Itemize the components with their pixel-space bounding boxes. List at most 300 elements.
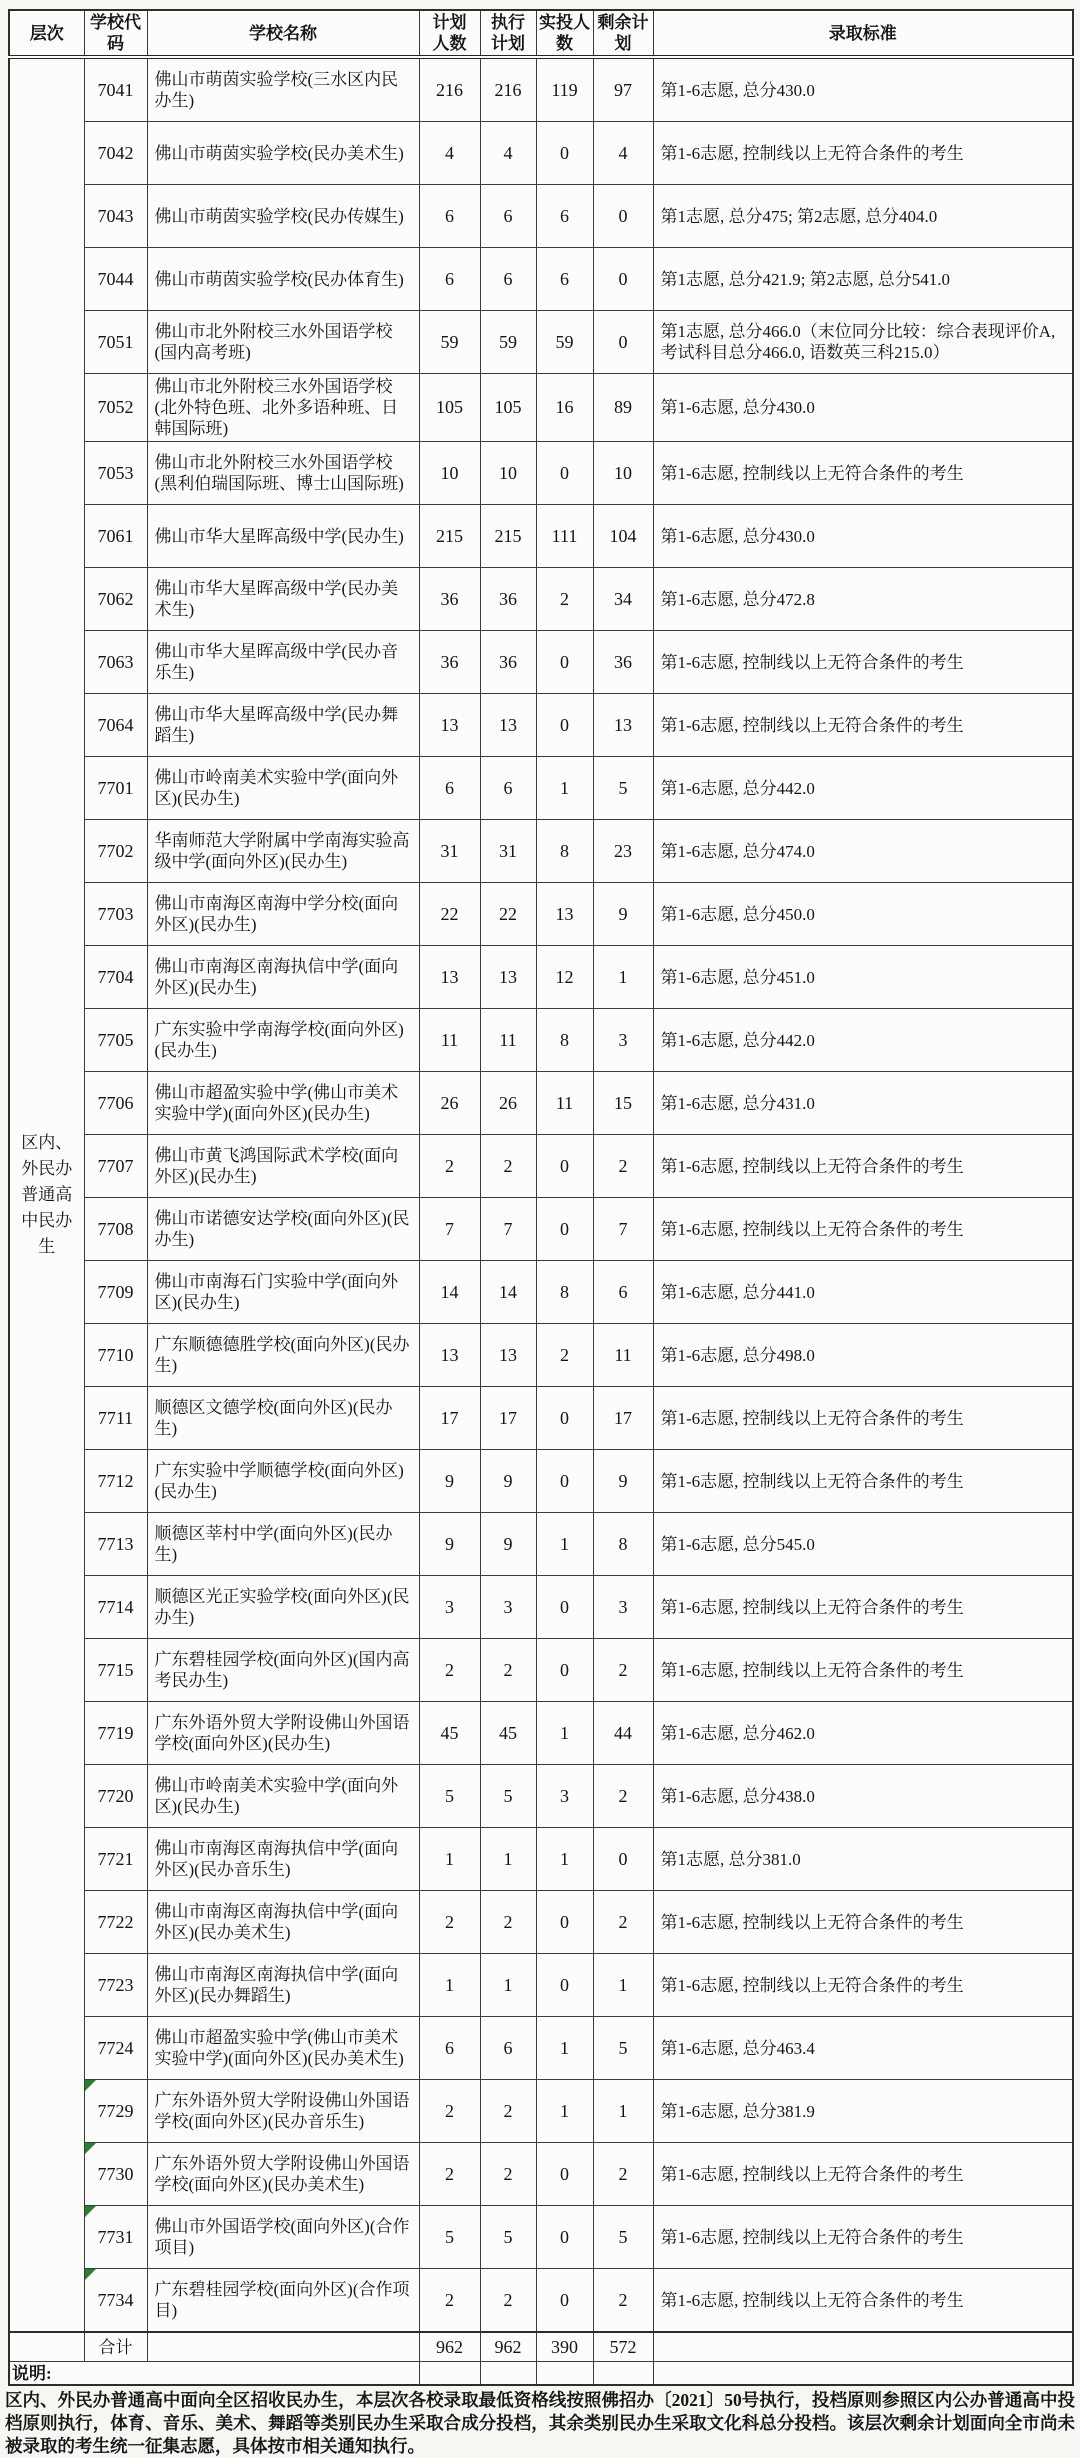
admission-standard-cell: 第1-6志愿, 控制线以上无符合条件的考生	[653, 442, 1073, 505]
remaining-plan-cell: 9	[593, 883, 653, 946]
admission-standard-cell: 第1-6志愿, 总分431.0	[653, 1072, 1073, 1135]
table-row	[9, 1261, 1073, 1324]
actual-count-cell: 1	[536, 1828, 593, 1891]
note-cell-empty	[419, 2362, 480, 2386]
remaining-plan-cell: 8	[593, 1513, 653, 1576]
header-level: 层次	[9, 10, 84, 57]
admission-standard-cell: 第1-6志愿, 控制线以上无符合条件的考生	[653, 1198, 1073, 1261]
executed-plan-cell: 2	[480, 2143, 536, 2206]
school-name-cell: 佛山市萌茵实验学校(民办体育生)	[147, 248, 419, 311]
planned-count-cell: 9	[419, 1513, 480, 1576]
planned-count-cell: 36	[419, 568, 480, 631]
total-name-cell-empty	[147, 2332, 419, 2362]
executed-plan-cell: 10	[480, 442, 536, 505]
admission-standard-cell: 第1-6志愿, 控制线以上无符合条件的考生	[653, 694, 1073, 757]
header-school-code: 学校代码	[84, 10, 147, 57]
executed-plan-cell: 105	[480, 374, 536, 442]
school-name-cell: 佛山市南海石门实验中学(面向外区)(民办生)	[147, 1261, 419, 1324]
admission-standard-cell: 第1-6志愿, 总分430.0	[653, 505, 1073, 568]
planned-count-cell: 13	[419, 694, 480, 757]
actual-count-cell: 59	[536, 311, 593, 374]
admission-standard-cell: 第1志愿, 总分475; 第2志愿, 总分404.0	[653, 185, 1073, 248]
remaining-plan-cell: 89	[593, 374, 653, 442]
admission-standard-cell: 第1-6志愿, 控制线以上无符合条件的考生	[653, 1576, 1073, 1639]
actual-count-cell: 1	[536, 2080, 593, 2143]
planned-count-cell: 59	[419, 311, 480, 374]
planned-count-cell: 2	[419, 2143, 480, 2206]
admission-standard-cell: 第1-6志愿, 总分474.0	[653, 820, 1073, 883]
school-code-cell: 7051	[84, 311, 147, 374]
table-row	[9, 2017, 1073, 2080]
planned-count-cell: 17	[419, 1387, 480, 1450]
planned-count-cell: 2	[419, 2269, 480, 2333]
school-name-cell: 佛山市岭南美术实验中学(面向外区)(民办生)	[147, 757, 419, 820]
school-code-cell: 7063	[84, 631, 147, 694]
executed-plan-cell: 2	[480, 1639, 536, 1702]
executed-plan-cell: 26	[480, 1072, 536, 1135]
remaining-plan-cell: 5	[593, 2017, 653, 2080]
header-planned-count: 计划人数	[419, 10, 480, 57]
school-name-cell: 佛山市南海区南海执信中学(面向外区)(民办音乐生)	[147, 1828, 419, 1891]
school-name-cell: 广东外语外贸大学附设佛山外国语学校(面向外区)(民办音乐生)	[147, 2080, 419, 2143]
planned-count-cell: 13	[419, 946, 480, 1009]
remaining-plan-cell: 1	[593, 946, 653, 1009]
school-code-cell: 7052	[84, 374, 147, 442]
green-corner-marker-icon	[85, 2269, 96, 2280]
school-name-cell: 广东外语外贸大学附设佛山外国语学校(面向外区)(民办生)	[147, 1702, 419, 1765]
total-remaining-plan: 572	[593, 2332, 653, 2362]
actual-count-cell: 0	[536, 2269, 593, 2333]
school-name-cell: 华南师范大学附属中学南海实验高级中学(面向外区)(民办生)	[147, 820, 419, 883]
table-row	[9, 311, 1073, 374]
school-name-cell: 广东碧桂园学校(面向外区)(合作项目)	[147, 2269, 419, 2333]
table-row	[9, 374, 1073, 442]
executed-plan-cell: 215	[480, 505, 536, 568]
remaining-plan-cell: 3	[593, 1009, 653, 1072]
planned-count-cell: 4	[419, 122, 480, 185]
executed-plan-cell: 36	[480, 568, 536, 631]
school-name-cell: 佛山市岭南美术实验中学(面向外区)(民办生)	[147, 1765, 419, 1828]
table-row	[9, 1072, 1073, 1135]
admission-standard-cell: 第1-6志愿, 控制线以上无符合条件的考生	[653, 1954, 1073, 2017]
table-row	[9, 1513, 1073, 1576]
admission-standard-cell: 第1-6志愿, 控制线以上无符合条件的考生	[653, 1450, 1073, 1513]
school-name-cell: 广东实验中学南海学校(面向外区)(民办生)	[147, 1009, 419, 1072]
admission-standard-cell: 第1-6志愿, 控制线以上无符合条件的考生	[653, 631, 1073, 694]
admission-standard-cell: 第1-6志愿, 控制线以上无符合条件的考生	[653, 1135, 1073, 1198]
school-code-cell: 7711	[84, 1387, 147, 1450]
school-code-cell: 7710	[84, 1324, 147, 1387]
planned-count-cell: 215	[419, 505, 480, 568]
planned-count-cell: 2	[419, 1891, 480, 1954]
school-name-cell: 佛山市北外附校三水外国语学校(北外特色班、北外多语种班、日韩国际班)	[147, 374, 419, 442]
admission-standard-cell: 第1志愿, 总分381.0	[653, 1828, 1073, 1891]
planned-count-cell: 45	[419, 1702, 480, 1765]
remaining-plan-cell: 2	[593, 1639, 653, 1702]
admission-report-page	[0, 9, 1080, 2456]
admission-standard-cell: 第1-6志愿, 总分462.0	[653, 1702, 1073, 1765]
school-code-cell: 7062	[84, 568, 147, 631]
school-code-cell: 7713	[84, 1513, 147, 1576]
school-name-cell: 佛山市黄飞鸿国际武术学校(面向外区)(民办生)	[147, 1135, 419, 1198]
admission-standard-cell: 第1-6志愿, 总分430.0	[653, 57, 1073, 122]
green-corner-marker-icon	[85, 2080, 96, 2091]
remaining-plan-cell: 7	[593, 1198, 653, 1261]
actual-count-cell: 11	[536, 1072, 593, 1135]
table-row	[9, 1324, 1073, 1387]
executed-plan-cell: 17	[480, 1387, 536, 1450]
remaining-plan-cell: 17	[593, 1387, 653, 1450]
remaining-plan-cell: 9	[593, 1450, 653, 1513]
school-code-cell	[84, 2206, 147, 2269]
planned-count-cell: 14	[419, 1261, 480, 1324]
total-standard-cell-empty	[653, 2332, 1073, 2362]
school-name-cell: 佛山市南海区南海执信中学(面向外区)(民办美术生)	[147, 1891, 419, 1954]
school-code-cell	[84, 2080, 147, 2143]
school-code-cell: 7719	[84, 1702, 147, 1765]
school-name-cell: 广东顺德德胜学校(面向外区)(民办生)	[147, 1324, 419, 1387]
admission-standard-cell: 第1-6志愿, 总分472.8	[653, 568, 1073, 631]
table-body	[9, 57, 1073, 2332]
table-row	[9, 2269, 1073, 2333]
table-row	[9, 185, 1073, 248]
planned-count-cell: 6	[419, 185, 480, 248]
school-code-cell: 7714	[84, 1576, 147, 1639]
remaining-plan-cell: 0	[593, 248, 653, 311]
remaining-plan-cell: 0	[593, 185, 653, 248]
school-code-cell: 7723	[84, 1954, 147, 2017]
table-row	[9, 757, 1073, 820]
explanation-text: 区内、外民办普通高中面向全区招收民办生，本层次各校录取最低资格线按照佛招办〔2021〕50号执行，投档原则参照区内公办普通高中投档原则执行，体育、音乐、美术、舞蹈等类别民办生采取合成分投档，其余类别民办生采取文化科总分投档。该层次剩余计划面向全市尚未被录取的考生统一征集志愿，具体按市相关通知执行。	[5, 2390, 1075, 2456]
planned-count-cell: 31	[419, 820, 480, 883]
actual-count-cell: 0	[536, 631, 593, 694]
admission-standard-cell: 第1-6志愿, 控制线以上无符合条件的考生	[653, 1891, 1073, 1954]
actual-count-cell: 0	[536, 1198, 593, 1261]
remaining-plan-cell: 0	[593, 1828, 653, 1891]
table-row	[9, 1639, 1073, 1702]
school-code-cell: 7707	[84, 1135, 147, 1198]
admission-standard-cell: 第1-6志愿, 控制线以上无符合条件的考生	[653, 2143, 1073, 2206]
remaining-plan-cell: 23	[593, 820, 653, 883]
planned-count-cell: 2	[419, 2080, 480, 2143]
table-row	[9, 1009, 1073, 1072]
actual-count-cell: 6	[536, 185, 593, 248]
executed-plan-cell: 13	[480, 694, 536, 757]
table-row	[9, 883, 1073, 946]
planned-count-cell: 1	[419, 1828, 480, 1891]
remaining-plan-cell: 2	[593, 1765, 653, 1828]
school-code-cell	[84, 2269, 147, 2333]
executed-plan-cell: 1	[480, 1828, 536, 1891]
actual-count-cell: 0	[536, 694, 593, 757]
admission-standard-cell: 第1-6志愿, 总分545.0	[653, 1513, 1073, 1576]
school-name-cell: 佛山市萌茵实验学校(民办美术生)	[147, 122, 419, 185]
planned-count-cell: 36	[419, 631, 480, 694]
executed-plan-cell: 6	[480, 757, 536, 820]
executed-plan-cell: 4	[480, 122, 536, 185]
header-school-name: 学校名称	[147, 10, 419, 57]
table-row	[9, 2080, 1073, 2143]
actual-count-cell: 8	[536, 820, 593, 883]
remaining-plan-cell: 2	[593, 2143, 653, 2206]
school-name-cell: 顺德区文德学校(面向外区)(民办生)	[147, 1387, 419, 1450]
planned-count-cell: 6	[419, 757, 480, 820]
planned-count-cell: 10	[419, 442, 480, 505]
school-code-cell: 7703	[84, 883, 147, 946]
note-label: 说明:	[9, 2362, 419, 2386]
admission-standard-cell: 第1-6志愿, 总分450.0	[653, 883, 1073, 946]
remaining-plan-cell: 5	[593, 2206, 653, 2269]
remaining-plan-cell: 104	[593, 505, 653, 568]
remaining-plan-cell: 5	[593, 757, 653, 820]
executed-plan-cell: 6	[480, 2017, 536, 2080]
planned-count-cell: 6	[419, 248, 480, 311]
executed-plan-cell: 216	[480, 57, 536, 122]
note-cell-empty	[480, 2362, 536, 2386]
planned-count-cell: 11	[419, 1009, 480, 1072]
school-name-cell: 顺德区莘村中学(面向外区)(民办生)	[147, 1513, 419, 1576]
executed-plan-cell: 13	[480, 946, 536, 1009]
school-code-cell: 7709	[84, 1261, 147, 1324]
actual-count-cell: 8	[536, 1261, 593, 1324]
school-code-cell: 7053	[84, 442, 147, 505]
table-row	[9, 1198, 1073, 1261]
actual-count-cell: 2	[536, 1324, 593, 1387]
table-row	[9, 122, 1073, 185]
admission-standard-cell: 第1志愿, 总分466.0（末位同分比较：综合表现评价A, 考试科目总分466.0, 语数英三科215.0）	[653, 311, 1073, 374]
school-code-cell: 7712	[84, 1450, 147, 1513]
actual-count-cell: 12	[536, 946, 593, 1009]
executed-plan-cell: 2	[480, 1135, 536, 1198]
school-code-cell: 7715	[84, 1639, 147, 1702]
admission-standard-cell: 第1-6志愿, 控制线以上无符合条件的考生	[653, 2269, 1073, 2333]
executed-plan-cell: 59	[480, 311, 536, 374]
remaining-plan-cell: 36	[593, 631, 653, 694]
executed-plan-cell: 45	[480, 1702, 536, 1765]
school-code-cell: 7064	[84, 694, 147, 757]
school-code-text: 7729	[97, 2100, 134, 2121]
school-name-cell: 佛山市萌茵实验学校(三水区内民办生)	[147, 57, 419, 122]
actual-count-cell: 0	[536, 1639, 593, 1702]
admission-standard-cell: 第1-6志愿, 控制线以上无符合条件的考生	[653, 1639, 1073, 1702]
admission-standard-cell: 第1-6志愿, 总分430.0	[653, 374, 1073, 442]
actual-count-cell: 119	[536, 57, 593, 122]
school-code-cell: 7043	[84, 185, 147, 248]
executed-plan-cell: 9	[480, 1450, 536, 1513]
actual-count-cell: 1	[536, 757, 593, 820]
planned-count-cell: 9	[419, 1450, 480, 1513]
remaining-plan-cell: 34	[593, 568, 653, 631]
remaining-plan-cell: 0	[593, 311, 653, 374]
table-row	[9, 442, 1073, 505]
remaining-plan-cell: 97	[593, 57, 653, 122]
header-remaining-plan: 剩余计划	[593, 10, 653, 57]
school-code-cell: 7721	[84, 1828, 147, 1891]
executed-plan-cell: 2	[480, 1891, 536, 1954]
executed-plan-cell: 22	[480, 883, 536, 946]
planned-count-cell: 105	[419, 374, 480, 442]
school-name-cell: 佛山市华大星晖高级中学(民办舞蹈生)	[147, 694, 419, 757]
header-executed-plan: 执行计划	[480, 10, 536, 57]
table-row	[9, 1387, 1073, 1450]
planned-count-cell: 216	[419, 57, 480, 122]
total-actual-count: 390	[536, 2332, 593, 2362]
total-row	[9, 2332, 1073, 2362]
actual-count-cell: 13	[536, 883, 593, 946]
total-label: 合计	[84, 2332, 147, 2362]
actual-count-cell: 0	[536, 2206, 593, 2269]
actual-count-cell: 0	[536, 442, 593, 505]
school-name-cell: 佛山市华大星晖高级中学(民办美术生)	[147, 568, 419, 631]
school-name-cell: 顺德区光正实验学校(面向外区)(民办生)	[147, 1576, 419, 1639]
actual-count-cell: 0	[536, 1954, 593, 2017]
school-code-text: 7730	[97, 2163, 134, 2184]
table-row	[9, 568, 1073, 631]
green-corner-marker-icon	[85, 2206, 96, 2217]
actual-count-cell: 6	[536, 248, 593, 311]
admission-standard-cell: 第1-6志愿, 总分463.4	[653, 2017, 1073, 2080]
school-code-cell: 7704	[84, 946, 147, 1009]
remaining-plan-cell: 44	[593, 1702, 653, 1765]
actual-count-cell: 16	[536, 374, 593, 442]
table-row	[9, 694, 1073, 757]
admission-standard-cell: 第1-6志愿, 总分441.0	[653, 1261, 1073, 1324]
executed-plan-cell: 7	[480, 1198, 536, 1261]
table-row	[9, 1954, 1073, 2017]
executed-plan-cell: 5	[480, 1765, 536, 1828]
planned-count-cell: 2	[419, 1135, 480, 1198]
school-name-cell: 广东外语外贸大学附设佛山外国语学校(面向外区)(民办美术生)	[147, 2143, 419, 2206]
school-name-cell: 广东实验中学顺德学校(面向外区)(民办生)	[147, 1450, 419, 1513]
table-row	[9, 1450, 1073, 1513]
executed-plan-cell: 36	[480, 631, 536, 694]
table-row	[9, 2206, 1073, 2269]
school-code-cell: 7720	[84, 1765, 147, 1828]
planned-count-cell: 26	[419, 1072, 480, 1135]
remaining-plan-cell: 10	[593, 442, 653, 505]
actual-count-cell: 0	[536, 1387, 593, 1450]
planned-count-cell: 7	[419, 1198, 480, 1261]
remaining-plan-cell: 2	[593, 2269, 653, 2333]
remaining-plan-cell: 1	[593, 1954, 653, 2017]
actual-count-cell: 8	[536, 1009, 593, 1072]
school-name-cell: 佛山市超盈实验中学(佛山市美术实验中学)(面向外区)(民办美术生)	[147, 2017, 419, 2080]
actual-count-cell: 1	[536, 2017, 593, 2080]
actual-count-cell: 0	[536, 1135, 593, 1198]
actual-count-cell: 0	[536, 2143, 593, 2206]
admission-standard-cell: 第1-6志愿, 总分381.9	[653, 2080, 1073, 2143]
school-name-cell: 佛山市南海区南海中学分校(面向外区)(民办生)	[147, 883, 419, 946]
total-executed-plan: 962	[480, 2332, 536, 2362]
school-code-text: 7731	[97, 2226, 134, 2247]
school-name-cell: 广东碧桂园学校(面向外区)(国内高考民办生)	[147, 1639, 419, 1702]
note-cell-empty	[536, 2362, 593, 2386]
school-code-cell: 7702	[84, 820, 147, 883]
school-name-cell: 佛山市诺德安达学校(面向外区)(民办生)	[147, 1198, 419, 1261]
remaining-plan-cell: 1	[593, 2080, 653, 2143]
school-code-cell: 7041	[84, 57, 147, 122]
level-merged-cell: 区内、外民办普通高中民办生	[9, 57, 84, 2332]
actual-count-cell: 0	[536, 1891, 593, 1954]
school-name-cell: 佛山市萌茵实验学校(民办传媒生)	[147, 185, 419, 248]
actual-count-cell: 111	[536, 505, 593, 568]
school-code-cell: 7061	[84, 505, 147, 568]
school-code-cell: 7708	[84, 1198, 147, 1261]
planned-count-cell: 1	[419, 1954, 480, 2017]
school-name-cell: 佛山市华大星晖高级中学(民办生)	[147, 505, 419, 568]
admission-standard-cell: 第1-6志愿, 控制线以上无符合条件的考生	[653, 1387, 1073, 1450]
school-code-cell: 7724	[84, 2017, 147, 2080]
table-row	[9, 1765, 1073, 1828]
school-name-cell: 佛山市南海区南海执信中学(面向外区)(民办生)	[147, 946, 419, 1009]
school-code-cell: 7705	[84, 1009, 147, 1072]
planned-count-cell: 6	[419, 2017, 480, 2080]
table-header	[9, 10, 1073, 57]
school-code-cell: 7701	[84, 757, 147, 820]
school-name-cell: 佛山市北外附校三水外国语学校(国内高考班)	[147, 311, 419, 374]
total-planned-count: 962	[419, 2332, 480, 2362]
remaining-plan-cell: 13	[593, 694, 653, 757]
school-code-text: 7734	[97, 2289, 134, 2310]
table-row	[9, 505, 1073, 568]
actual-count-cell: 0	[536, 1450, 593, 1513]
executed-plan-cell: 14	[480, 1261, 536, 1324]
executed-plan-cell: 31	[480, 820, 536, 883]
planned-count-cell: 2	[419, 1639, 480, 1702]
actual-count-cell: 1	[536, 1513, 593, 1576]
table-row	[9, 1135, 1073, 1198]
admission-standard-cell: 第1-6志愿, 控制线以上无符合条件的考生	[653, 2206, 1073, 2269]
school-name-cell: 佛山市南海区南海执信中学(面向外区)(民办舞蹈生)	[147, 1954, 419, 2017]
admission-standard-cell: 第1-6志愿, 总分498.0	[653, 1324, 1073, 1387]
executed-plan-cell: 13	[480, 1324, 536, 1387]
executed-plan-cell: 5	[480, 2206, 536, 2269]
executed-plan-cell: 6	[480, 185, 536, 248]
school-code-cell: 7044	[84, 248, 147, 311]
header-admission-standard: 录取标准	[653, 10, 1073, 57]
total-level-cell-empty	[9, 2332, 84, 2362]
admission-standard-cell: 第1-6志愿, 总分442.0	[653, 1009, 1073, 1072]
actual-count-cell: 0	[536, 122, 593, 185]
executed-plan-cell: 11	[480, 1009, 536, 1072]
note-row	[9, 2362, 1073, 2386]
header-row	[9, 10, 1073, 57]
admission-standard-cell: 第1志愿, 总分421.9; 第2志愿, 总分541.0	[653, 248, 1073, 311]
green-corner-marker-icon	[85, 2143, 96, 2154]
table-row	[9, 820, 1073, 883]
remaining-plan-cell: 3	[593, 1576, 653, 1639]
table-row	[9, 1891, 1073, 1954]
planned-count-cell: 5	[419, 1765, 480, 1828]
admission-standard-cell: 第1-6志愿, 控制线以上无符合条件的考生	[653, 122, 1073, 185]
actual-count-cell: 0	[536, 1576, 593, 1639]
table-row	[9, 248, 1073, 311]
header-actual-count: 实投人数	[536, 10, 593, 57]
remaining-plan-cell: 2	[593, 1891, 653, 1954]
note-cell-empty	[593, 2362, 653, 2386]
planned-count-cell: 5	[419, 2206, 480, 2269]
admission-standard-cell: 第1-6志愿, 总分438.0	[653, 1765, 1073, 1828]
planned-count-cell: 22	[419, 883, 480, 946]
planned-count-cell: 13	[419, 1324, 480, 1387]
school-name-cell: 佛山市外国语学校(面向外区)(合作项目)	[147, 2206, 419, 2269]
actual-count-cell: 1	[536, 1702, 593, 1765]
executed-plan-cell: 9	[480, 1513, 536, 1576]
remaining-plan-cell: 15	[593, 1072, 653, 1135]
remaining-plan-cell: 4	[593, 122, 653, 185]
remaining-plan-cell: 6	[593, 1261, 653, 1324]
remaining-plan-cell: 2	[593, 1135, 653, 1198]
